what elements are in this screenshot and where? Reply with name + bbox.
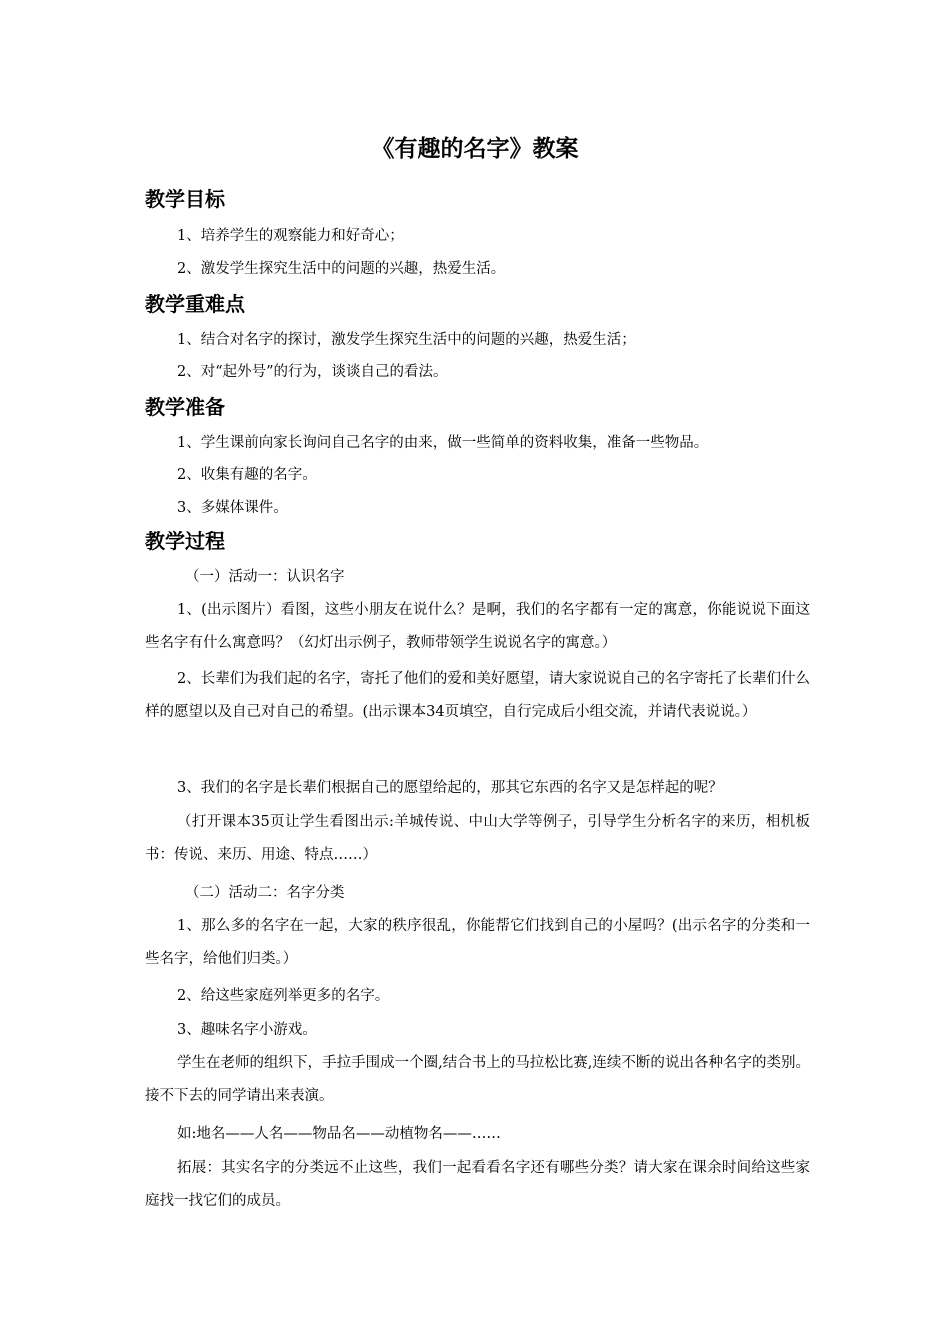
activity2-paragraph: 3、趣味名字小游戏。 xyxy=(177,1022,317,1038)
key-point-item: 2、对“起外号”的行为，谈谈自己的看法。 xyxy=(177,364,448,380)
activity2-paragraph: 1、那么多的名字在一起，大家的秩序很乱，你能帮它们找到自己的小屋吗？(出示名字的分类和一些名字，给他们归类。） xyxy=(145,918,810,967)
document-title: 《有趣的名字》教案 xyxy=(371,136,579,162)
activity1-paragraph: （打开课本35页让学生看图出示:羊城传说、中山大学等例子，引导学生分析名字的来历，相机板书：传说、来历、用途、特点……） xyxy=(145,814,810,863)
activity2-paragraph: 学生在老师的组织下，手拉手围成一个圈,结合书上的马拉松比赛,连续不断的说出各种名字的类别。接不下去的同学请出来表演。 xyxy=(145,1055,810,1104)
heading-preparation: 教学准备 xyxy=(145,395,225,419)
activity1-paragraph: 3、我们的名字是长辈们根据自己的愿望给起的，那其它东西的名字又是怎样起的呢？ xyxy=(177,780,723,796)
activity2-paragraph: 2、给这些家庭列举更多的名字。 xyxy=(177,988,390,1004)
activity1-paragraph: 1、(出示图片）看图，这些小朋友在说什么？是啊，我们的名字都有一定的寓意，你能说说下面这些名字有什么寓意吗？（幻灯出示例子，教师带领学生说说名字的寓意。） xyxy=(145,602,810,651)
preparation-item: 3、多媒体课件。 xyxy=(177,500,288,516)
activity2-title: （二）活动二：名字分类 xyxy=(185,885,345,901)
heading-objectives: 教学目标 xyxy=(145,187,225,211)
key-point-item: 1、结合对名字的探讨，激发学生探究生活中的问题的兴趣，热爱生活； xyxy=(177,332,636,348)
objective-item: 2、激发学生探究生活中的问题的兴趣，热爱生活。 xyxy=(177,261,506,277)
activity1-title: （一）活动一：认识名字 xyxy=(185,569,345,585)
activity1-paragraph: 2、长辈们为我们起的名字，寄托了他们的爱和美好愿望，请大家说说自己的名字寄托了长辈们什么样的愿望以及自己对自己的希望。(出示课本34页填空，自行完成后小组交流，并请代表说说。） xyxy=(145,671,810,720)
objective-item: 1、培养学生的观察能力和好奇心； xyxy=(177,228,404,244)
heading-key-points: 教学重难点 xyxy=(145,292,245,316)
heading-process: 教学过程 xyxy=(145,529,225,553)
preparation-item: 1、学生课前向家长询问自己名字的由来，做一些简单的资料收集，准备一些物品。 xyxy=(177,435,709,451)
preparation-item: 2、收集有趣的名字。 xyxy=(177,467,317,483)
activity2-paragraph: 如:地名——人名——物品名——动植物名——…… xyxy=(177,1126,501,1142)
activity2-paragraph: 拓展：其实名字的分类远不止这些，我们一起看看名字还有哪些分类？请大家在课余时间给这些家庭找一找它们的成员。 xyxy=(145,1160,810,1209)
